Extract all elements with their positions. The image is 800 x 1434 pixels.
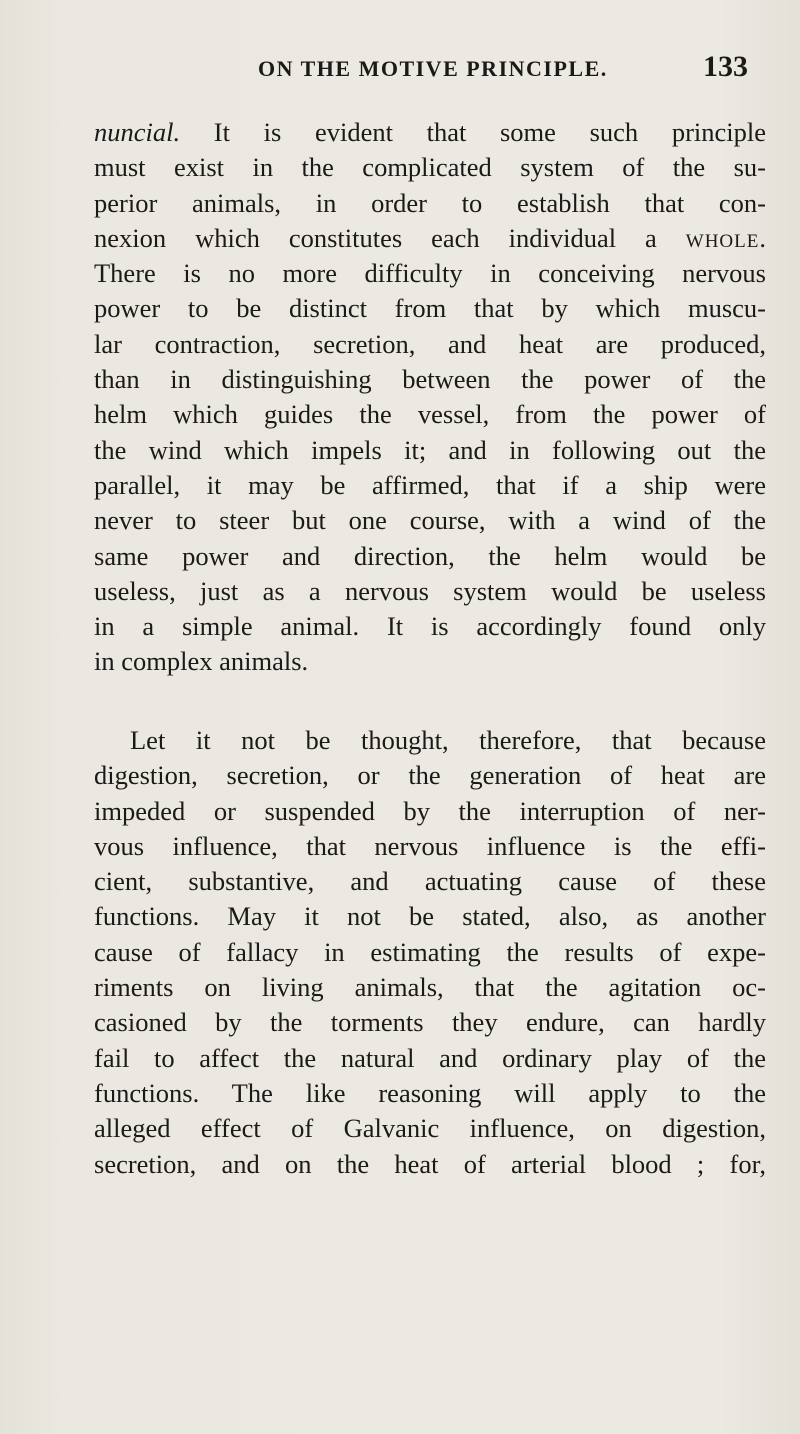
running-head — [0, 50, 800, 92]
text-line: the wind which impels it; and in following out the — [94, 434, 766, 465]
text-line: never to steer but one course, with a wind of the — [94, 505, 766, 536]
text-line: perior animals, in order to establish that con- — [94, 187, 766, 218]
text-line: casioned by the torments they endure, can hardly — [94, 1007, 766, 1038]
text-line: cient, substantive, and actuating cause of these — [94, 866, 766, 897]
text-line: than in distinguishing between the power of the — [94, 364, 766, 395]
text-line: functions. The like reasoning will apply to the — [94, 1077, 766, 1108]
text-line: parallel, it may be affirmed, that if a ship were — [94, 469, 766, 500]
text-line: power to be distinct from that by which muscu- — [94, 293, 766, 324]
paragraph-2 — [94, 723, 766, 1182]
text-line: useless, just as a nervous system would be useless — [94, 575, 766, 606]
text-line: digestion, secretion, or the generation of heat are — [94, 760, 766, 791]
text-line: in a simple animal. It is accordingly found only — [94, 611, 766, 642]
text-line: fail to affect the natural and ordinary play of the — [94, 1042, 766, 1073]
text-line: impeded or suspended by the interruption of ner- — [94, 795, 766, 826]
page-number: 133 — [703, 50, 748, 83]
text-line: in complex animals. — [94, 646, 309, 677]
text-line: Let it not be thought, therefore, that because — [130, 725, 766, 755]
text-line: nexion which constitutes each individual a whole. — [94, 222, 766, 253]
text-line: helm which guides the vessel, from the power of — [94, 399, 766, 430]
text-line: alleged effect of Galvanic influence, on digestion, — [94, 1113, 766, 1144]
paragraph-1 — [94, 115, 766, 680]
text-line: nuncial. It is evident that some such principle — [94, 117, 766, 147]
italic-word: nuncial. — [94, 117, 181, 147]
text-line: same power and direction, the helm would be — [94, 540, 766, 571]
small-caps-word: whole — [685, 222, 760, 253]
text-line: riments on living animals, that the agitation oc- — [94, 972, 766, 1003]
text-line: vous influence, that nervous influence is the effi- — [94, 830, 766, 861]
running-head-title: ON THE MOTIVE PRINCIPLE. — [258, 56, 608, 81]
text-line: There is no more difficulty in conceiving nervous — [94, 258, 766, 289]
text-line: secretion, and on the heat of arterial blood ; for, — [94, 1148, 766, 1179]
text-line: functions. May it not be stated, also, as another — [94, 901, 766, 932]
text-line: cause of fallacy in estimating the results of expe- — [94, 936, 766, 967]
text-line: must exist in the complicated system of the su- — [94, 152, 766, 183]
text-line: lar contraction, secretion, and heat are produced, — [94, 328, 766, 359]
